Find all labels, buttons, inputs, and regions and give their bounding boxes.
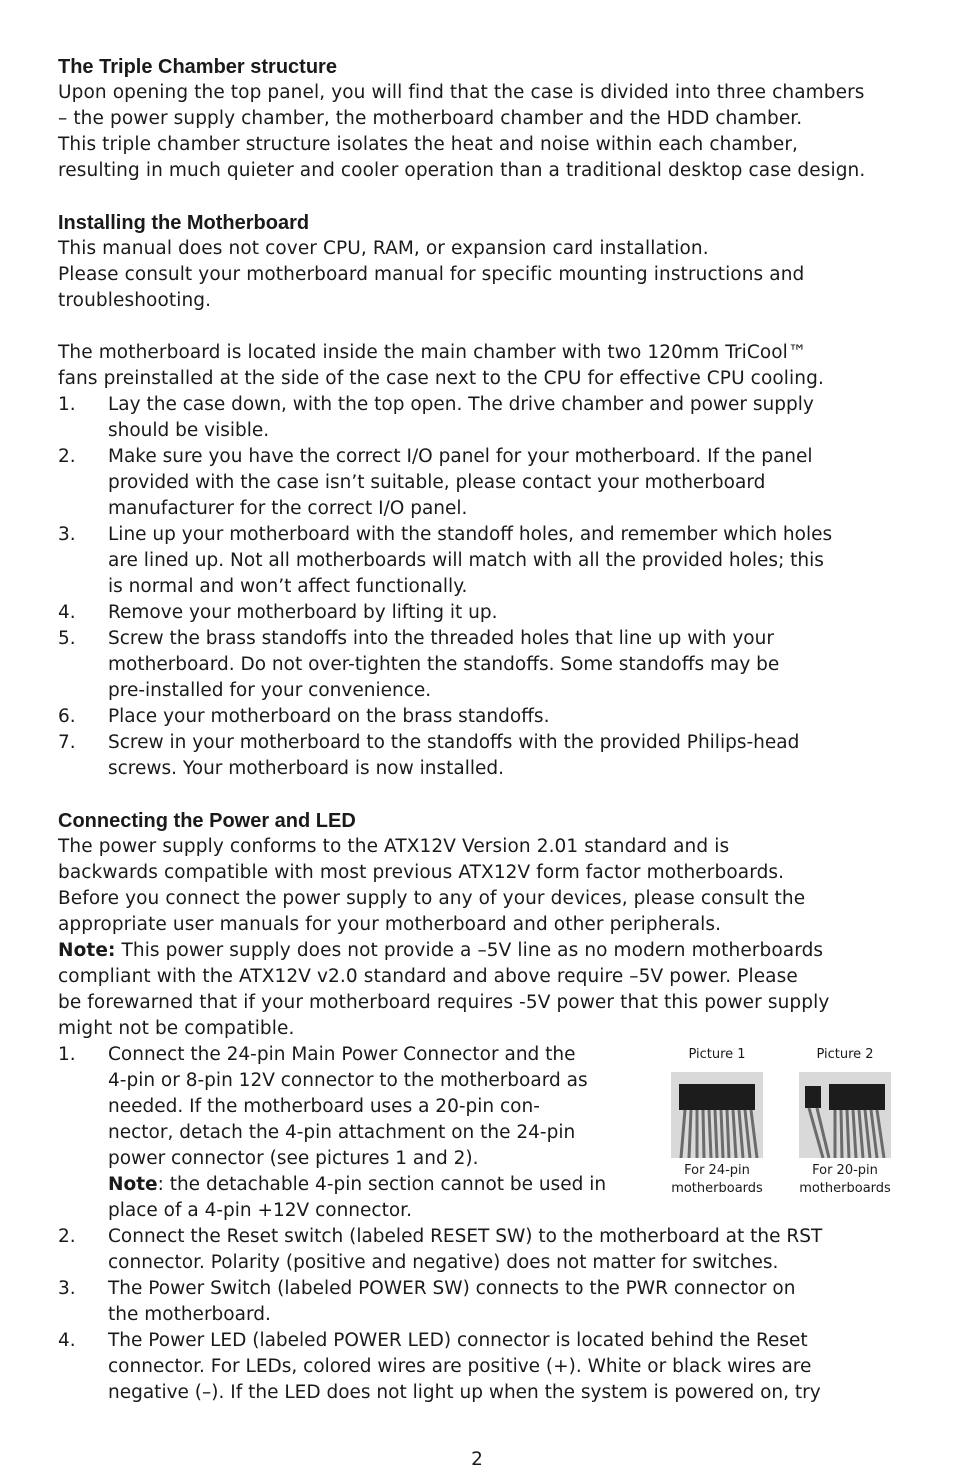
- list-item: 3. Line up your motherboard with the standoff holes, and remember which holes are lined up. Not all motherboards will match with all the provided holes; this is normal and won’t affect functionally.: [58, 524, 833, 597]
- connector-pictures: [662, 1046, 894, 1206]
- motherboard-intro-line: Please consult your motherboard manual for specific mounting instructions and: [58, 264, 805, 285]
- power-note-line: compliant with the ATX12V v2.0 standard and above require –5V power. Please: [58, 966, 798, 987]
- list-item: 4. The Power LED (labeled POWER LED) connector is located behind the Reset connector. For LEDs, colored wires are positive (+). White or black wires are negative (–). If the LED does not light up when the system is powered on, try: [58, 1330, 821, 1403]
- 24-pin-connector-photo-icon: [671, 1072, 763, 1158]
- power-body-line: appropriate user manuals for your motherboard and other peripherals.: [58, 914, 722, 935]
- power-body-line: backwards compatible with most previous ATX12V form factor motherboards.: [58, 862, 785, 883]
- triple-body-line: – the power supply chamber, the motherboard chamber and the HDD chamber.: [58, 108, 803, 129]
- motherboard-steps: [58, 392, 896, 782]
- power-body-line: The power supply conforms to the ATX12V Version 2.01 standard and is: [58, 836, 730, 857]
- triple-body-line: resulting in much quieter and cooler operation than a traditional desktop case design.: [58, 160, 866, 181]
- list-item: 3. The Power Switch (labeled POWER SW) connects to the PWR connector on the motherboard.: [58, 1278, 796, 1325]
- picture-1: [662, 1046, 772, 1198]
- 20-pin-connector-photo-icon: [799, 1072, 891, 1158]
- list-item: 7. Screw in your motherboard to the standoffs with the provided Philips-head screws. Your motherboard is now installed.: [58, 732, 800, 779]
- list-item: 2. Connect the Reset switch (labeled RESET SW) to the motherboard at the RST connector. Polarity (positive and negative) does not matter for switches.: [58, 1226, 823, 1273]
- motherboard-intro-line: troubleshooting.: [58, 290, 212, 311]
- page-number: 2: [471, 1449, 483, 1470]
- motherboard-intro-line: This manual does not cover CPU, RAM, or expansion card installation.: [58, 238, 709, 259]
- power-note-line: might not be compatible.: [58, 1018, 295, 1039]
- power-note: Note: This power supply does not provide a –5V line as no modern motherboards: [58, 940, 824, 961]
- heading-triple-chamber: The Triple Chamber structure: [58, 56, 337, 78]
- heading-installing-motherboard: Installing the Motherboard: [58, 212, 310, 234]
- picture-2: [790, 1046, 900, 1198]
- list-item: 4. Remove your motherboard by lifting it up.: [58, 602, 498, 623]
- list-item: 5. Screw the brass standoffs into the threaded holes that line up with your motherboard. Do not over-tighten the standoffs. Some standoffs may be pre-installed for your convenience.: [58, 628, 780, 701]
- heading-connecting-power: Connecting the Power and LED: [58, 810, 356, 832]
- picture-caption: Picture 1: [688, 1047, 746, 1062]
- motherboard-located-line: The motherboard is located inside the main chamber with two 120mm TriCool™: [58, 342, 807, 363]
- power-body-line: Before you connect the power supply to any of your devices, please consult the: [58, 888, 806, 909]
- note-label: Note:: [58, 940, 116, 961]
- picture-subcaption: For 24-pin: [684, 1163, 750, 1178]
- picture-subcaption: For 20-pin: [812, 1163, 878, 1178]
- triple-body-line: Upon opening the top panel, you will find that the case is divided into three chambers: [58, 82, 865, 103]
- list-item: 6. Place your motherboard on the brass standoffs.: [58, 706, 550, 727]
- power-note-line: be forewarned that if your motherboard requires -5V power that this power supply: [58, 992, 830, 1013]
- list-item: 2. Make sure you have the correct I/O panel for your motherboard. If the panel provided with the case isn’t suitable, please contact your motherboard manufacturer for the correct I/O panel.: [58, 446, 813, 519]
- note-label: Note: [108, 1174, 158, 1195]
- picture-subcaption: motherboards: [671, 1181, 763, 1196]
- picture-caption: Picture 2: [816, 1047, 874, 1062]
- picture-subcaption: motherboards: [799, 1181, 891, 1196]
- triple-body-line: This triple chamber structure isolates the heat and noise within each chamber,: [58, 134, 799, 155]
- motherboard-located-line: fans preinstalled at the side of the case next to the CPU for effective CPU cooling.: [58, 368, 824, 389]
- list-item: 1. Connect the 24-pin Main Power Connector and the 4-pin or 8-pin 12V connector to the motherboard as needed. If the motherboard uses a 20-pin con- nector, detach the 4-pin attachment on the 24-pin power connector (see pictures 1 and 2). Note: the detachable 4-pin section cannot be used in place of a 4-pin +12V connector.: [58, 1044, 607, 1221]
- list-item: 1. Lay the case down, with the top open. The drive chamber and power supply should be visible.: [58, 394, 814, 441]
